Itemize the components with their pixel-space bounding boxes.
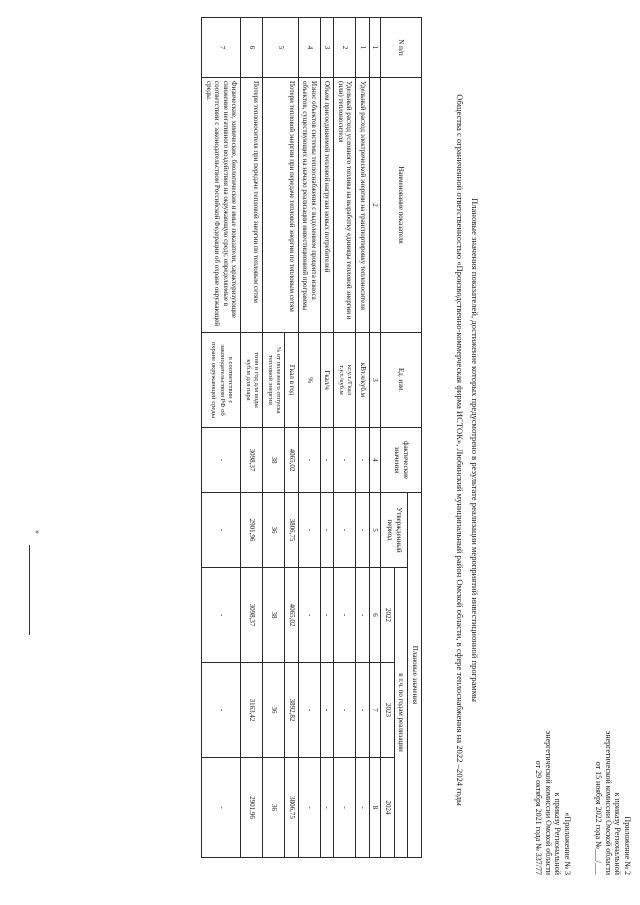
column-number: 5 <box>370 493 382 568</box>
document-subtitle: Общества с ограниченной ответственностью «Производственно-коммерческая фирма ИСТОК», Любинский муниципальный район Омской области, в сфере теплоснабжения на 2022 –2024 годы <box>455 94 465 806</box>
row-2022: 3098,37 <box>241 568 263 663</box>
row-approved: - <box>202 493 241 568</box>
table-row <box>334 18 356 858</box>
row-approved: - <box>299 493 321 568</box>
column-number: 6 <box>370 568 382 663</box>
table-row <box>299 18 321 858</box>
row-fact: - <box>321 428 335 493</box>
row-2023: - <box>202 663 241 758</box>
header-name: Наименование показателя <box>381 78 422 333</box>
row-num: 2 <box>334 18 356 78</box>
row-2024: - <box>321 758 335 858</box>
header-line: от 15 ноября 2022 года №___/___ <box>594 761 604 875</box>
row-2022: - <box>356 568 370 663</box>
row-approved: - <box>356 493 370 568</box>
row-2022: - <box>299 568 321 663</box>
row-fact: - <box>299 428 321 493</box>
closing-quote: » <box>33 530 42 534</box>
column-number: 4 <box>370 428 382 493</box>
row-name: Физические, химические, биологические и иные показатели, характеризующие снижение негативного воздействия на окружающую среду, определяемые в соответствии с законодательством Российской Федерации об охране окружающей среды. <box>202 78 241 333</box>
column-number: 1 <box>370 18 382 78</box>
row-num: 5 <box>263 18 299 78</box>
header-planned: Плановые значения <box>408 493 422 858</box>
appendix-header-3 <box>534 635 572 875</box>
table-row <box>285 18 299 858</box>
header-line: Приложение № 2 <box>623 816 632 875</box>
table-row <box>202 18 241 858</box>
header-year-2023: 2023 <box>381 663 395 758</box>
row-2022: 38 <box>263 568 285 663</box>
column-number: 7 <box>370 663 382 758</box>
row-2023: 3163,42 <box>241 663 263 758</box>
row-fact: - <box>334 428 356 493</box>
row-2024: - <box>334 758 356 858</box>
row-name: Удельный расход условного топлива на выработку единицы тепловой энергии и (или) теплоносителя <box>334 78 356 333</box>
row-fact: 3098,37 <box>241 428 263 493</box>
unit-line: куб.м для пара <box>245 359 252 401</box>
row-2023: 3892,82 <box>285 663 299 758</box>
row-2022: - <box>334 568 356 663</box>
header-fact: фактические значения <box>381 428 422 493</box>
appendix-header-2 <box>594 635 632 875</box>
row-2024: 36 <box>263 758 285 858</box>
row-name: Потери теплоносителя при передаче тепловой энергии по тепловым сетям <box>241 78 263 333</box>
row-2023: - <box>334 663 356 758</box>
row-name: Объем присоединяемой тепловой нагрузки новых потребителей <box>321 78 335 333</box>
row-unit <box>334 333 356 428</box>
unit-line: т.у.т./куб.м <box>338 365 345 395</box>
row-name: Потери тепловой энергии при передаче тепловой энергии по тепловым сетям <box>263 78 299 333</box>
row-fact: - <box>202 428 241 493</box>
row-unit: кВт.ч/куб.м <box>356 333 370 428</box>
row-unit <box>241 333 263 428</box>
header-num: N п/п <box>381 18 422 78</box>
unit-line: кг.у.т./Гкал <box>346 364 354 396</box>
signature-line <box>29 545 30 635</box>
header-year-2024: 2024 <box>381 758 395 858</box>
row-num: 7 <box>202 18 241 78</box>
header-line: к приказу Региональной <box>613 792 623 875</box>
row-fact: 38 <box>263 428 285 493</box>
row-fact: - <box>356 428 370 493</box>
row-name: Износ объектов системы теплоснабжения с выделением процента износа объектов, существующих на начало реализации инвестиционной программы <box>299 78 321 333</box>
row-unit: % <box>299 333 321 428</box>
row-approved: - <box>334 493 356 568</box>
header-line: энергетической комиссии Омской области <box>603 730 613 875</box>
row-name: Удельный расход электрической энергии на транспортировку теплоносителя <box>356 78 370 333</box>
row-approved: 2901,96 <box>241 493 263 568</box>
row-unit: Гкал в год <box>285 333 299 428</box>
header-approved: Утвержденный период <box>381 493 408 568</box>
header-line: от 29 октября 2021 года № 337/77 <box>534 760 544 875</box>
unit-line: тонн в год для воды <box>253 352 261 408</box>
column-number: 3 <box>370 333 382 428</box>
header-line: «Приложение № 3 <box>563 812 572 875</box>
row-fact: 4065,02 <box>285 428 299 493</box>
row-approved: 36 <box>263 493 285 568</box>
row-2023: - <box>356 663 370 758</box>
row-approved: 3806,75 <box>285 493 299 568</box>
header-line: энергетической комиссии Омской области <box>543 730 553 875</box>
indicators-table <box>202 17 423 858</box>
header-line: к приказу Региональной <box>553 792 563 875</box>
header-unit: Ед. изм. <box>381 333 422 428</box>
row-num: 4 <box>299 18 321 78</box>
row-2024: 2901,96 <box>241 758 263 858</box>
row-num: 3 <box>321 18 335 78</box>
table-row <box>241 18 263 858</box>
column-number: 8 <box>370 758 382 858</box>
header-incl: в т.ч. по годам реализации <box>395 568 409 858</box>
column-number: 2 <box>370 78 382 333</box>
row-unit: Гкал/ч <box>321 333 335 428</box>
row-approved: - <box>321 493 335 568</box>
row-2022: - <box>202 568 241 663</box>
row-2023: 36 <box>263 663 285 758</box>
row-num: 6 <box>241 18 263 78</box>
row-2023: - <box>299 663 321 758</box>
row-2023: - <box>321 663 335 758</box>
document-title: Плановые значения показателей, достижение которых предусмотрено в результате реализации мероприятий инвестиционной программы <box>470 198 480 702</box>
row-2024: 3806,75 <box>285 758 299 858</box>
row-unit: % от полезного отпуска тепловой энергии <box>263 333 285 428</box>
row-num: 1 <box>356 18 370 78</box>
row-2024: - <box>356 758 370 858</box>
table-row <box>321 18 335 858</box>
row-2024: - <box>299 758 321 858</box>
row-unit: в соответствии с законодательством РФ об охране окружающей среды <box>202 333 241 428</box>
row-2022: 4065,02 <box>285 568 299 663</box>
header-year-2022: 2022 <box>381 568 395 663</box>
row-2024: - <box>202 758 241 858</box>
row-2022: - <box>321 568 335 663</box>
table-row <box>356 18 370 858</box>
